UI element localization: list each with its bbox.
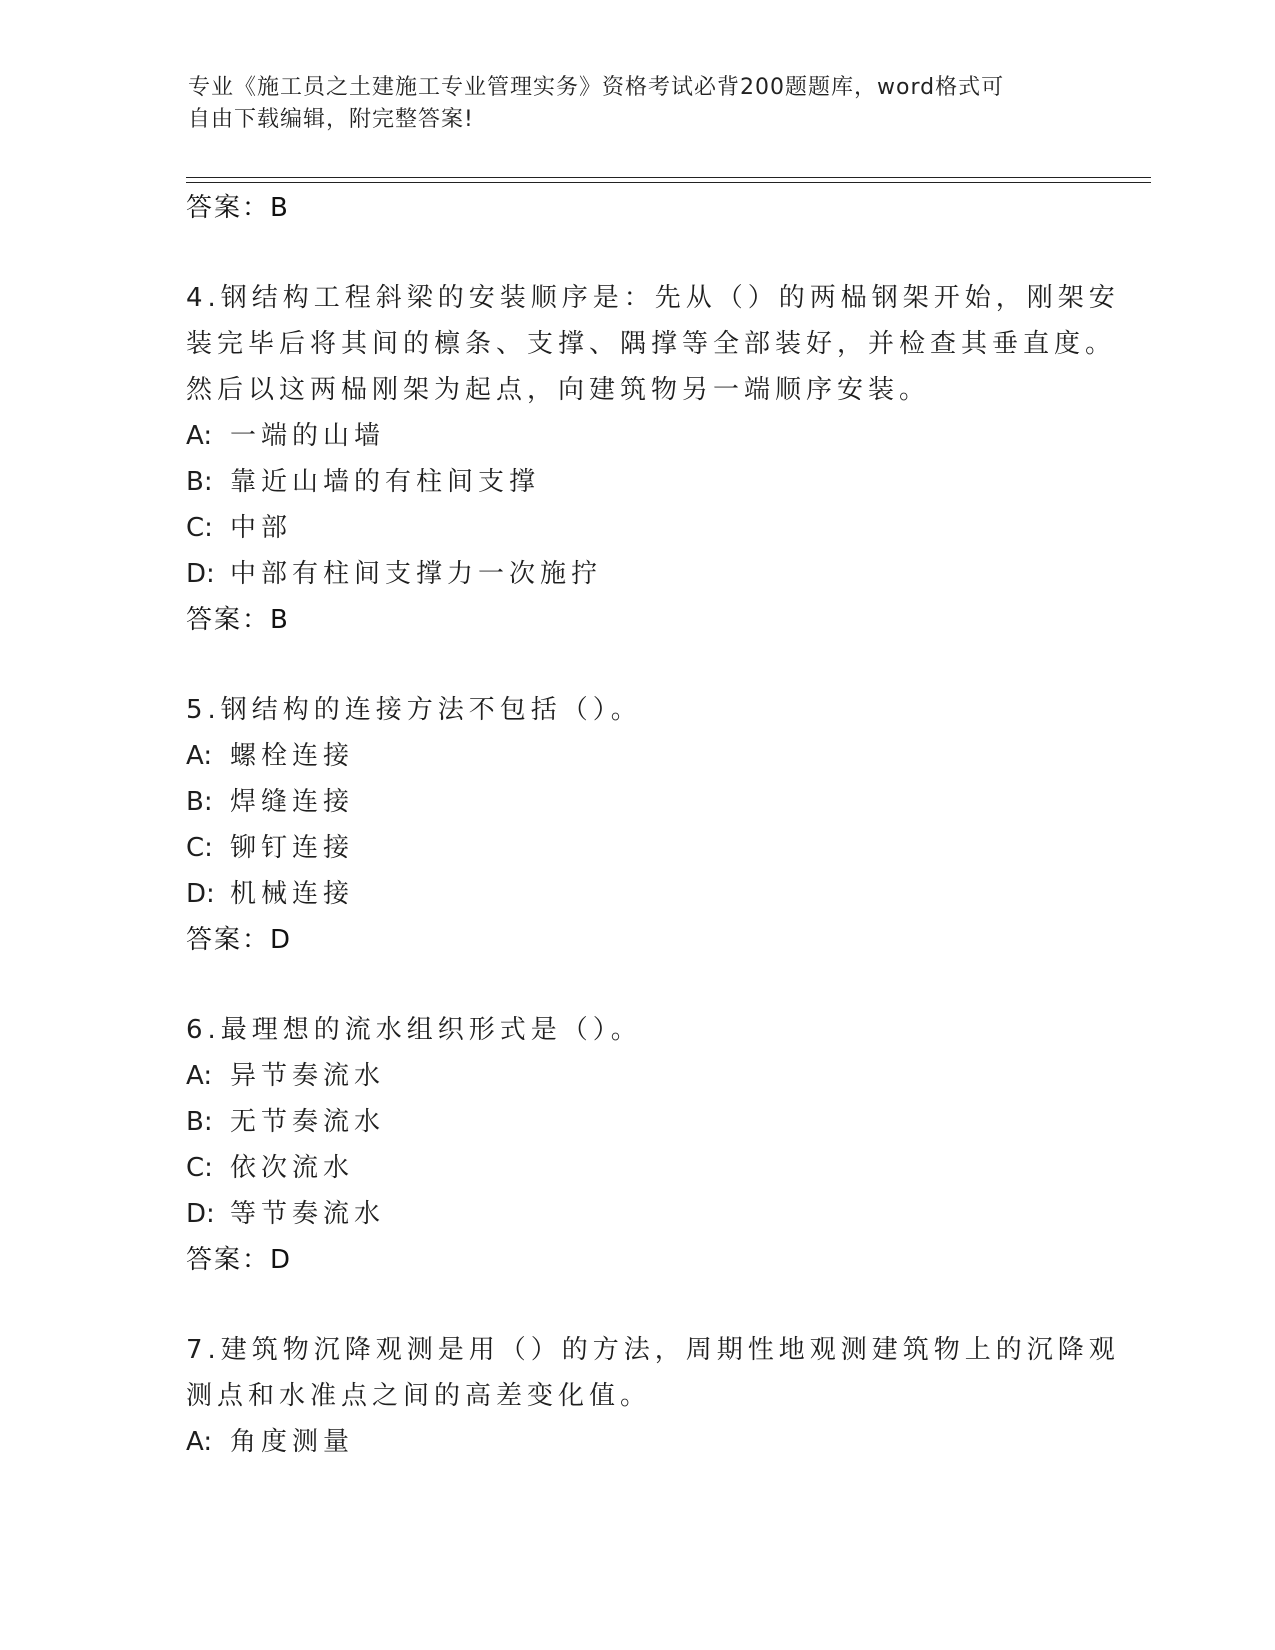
question-5 <box>186 687 1086 963</box>
question-5-stem-line-1: 5.钢结构的连接方法不包括（）。 <box>186 695 642 725</box>
question-4-stem-line-1: 4.钢结构工程斜梁的安装顺序是：先从（）的两榀钢架开始，刚架安 <box>186 283 1120 313</box>
option-text: 依次流水 <box>230 1153 355 1183</box>
option-text: 角度测量 <box>230 1427 355 1457</box>
option-key: C: <box>186 1153 213 1183</box>
spacer <box>186 963 1086 1007</box>
question-6-option-c <box>186 1145 1086 1191</box>
spacer <box>186 643 1086 687</box>
option-key: D: <box>186 879 215 909</box>
option-text: 螺栓连接 <box>230 741 355 771</box>
question-6-option-d <box>186 1191 1086 1237</box>
option-key: A: <box>186 741 213 771</box>
option-key: A: <box>186 421 213 451</box>
question-4-option-d <box>186 551 1086 597</box>
spacer <box>186 231 1086 275</box>
option-text: 异节奏流水 <box>230 1061 386 1091</box>
option-key: D: <box>186 1199 215 1229</box>
option-key: B: <box>186 467 213 497</box>
question-4-stem-line-2: 装完毕后将其间的檩条、支撑、隅撑等全部装好，并检查其垂直度。 <box>186 329 1117 359</box>
question-5-option-b <box>186 779 1086 825</box>
previous-answer: 答案：B <box>186 193 290 223</box>
question-6-option-b <box>186 1099 1086 1145</box>
option-key: A: <box>186 1427 213 1457</box>
question-5-option-d <box>186 871 1086 917</box>
header-rule-top <box>186 177 1151 178</box>
question-4-option-a <box>186 413 1086 459</box>
option-text: 一端的山墙 <box>230 421 386 451</box>
option-key: D: <box>186 559 215 589</box>
option-text: 中部 <box>230 513 293 543</box>
spacer <box>186 1283 1086 1327</box>
option-text: 焊缝连接 <box>230 787 355 817</box>
question-6 <box>186 1007 1086 1283</box>
option-key: B: <box>186 1107 213 1137</box>
option-key: C: <box>186 513 213 543</box>
question-6-answer: 答案：D <box>186 1245 293 1275</box>
option-key: B: <box>186 787 213 817</box>
question-7 <box>186 1327 1120 1465</box>
question-4-option-b <box>186 459 1086 505</box>
page-header <box>188 72 1068 136</box>
question-5-option-c <box>186 825 1086 871</box>
question-4-answer: 答案：B <box>186 605 290 635</box>
header-line-2: 自由下载编辑，附完整答案! <box>188 107 474 132</box>
option-text: 机械连接 <box>230 879 355 909</box>
header-line-1: 专业《施工员之土建施工专业管理实务》资格考试必背200题题库，word格式可 <box>188 75 1005 100</box>
header-rule-bottom <box>186 182 1151 183</box>
option-key: C: <box>186 833 213 863</box>
question-6-stem-line-1: 6.最理想的流水组织形式是（）。 <box>186 1015 642 1045</box>
option-text: 等节奏流水 <box>230 1199 386 1229</box>
question-7-stem-line-1: 7.建筑物沉降观测是用（）的方法，周期性地观测建筑物上的沉降观 <box>186 1335 1120 1365</box>
question-4-stem-line-3: 然后以这两榀刚架为起点，向建筑物另一端顺序安装。 <box>186 375 931 405</box>
option-text: 铆钉连接 <box>230 833 355 863</box>
option-text: 中部有柱间支撑力一次施拧 <box>230 559 603 589</box>
option-key: A: <box>186 1061 213 1091</box>
question-5-answer: 答案：D <box>186 925 293 955</box>
question-7-stem-line-2: 测点和水准点之间的高差变化值。 <box>186 1381 652 1411</box>
question-4-option-c <box>186 505 1086 551</box>
question-5-option-a <box>186 733 1086 779</box>
question-list <box>186 185 1120 1465</box>
question-6-option-a <box>186 1053 1086 1099</box>
option-text: 无节奏流水 <box>230 1107 386 1137</box>
question-7-option-a <box>186 1419 1086 1465</box>
option-text: 靠近山墙的有柱间支撑 <box>230 467 541 497</box>
question-4 <box>186 275 1120 643</box>
